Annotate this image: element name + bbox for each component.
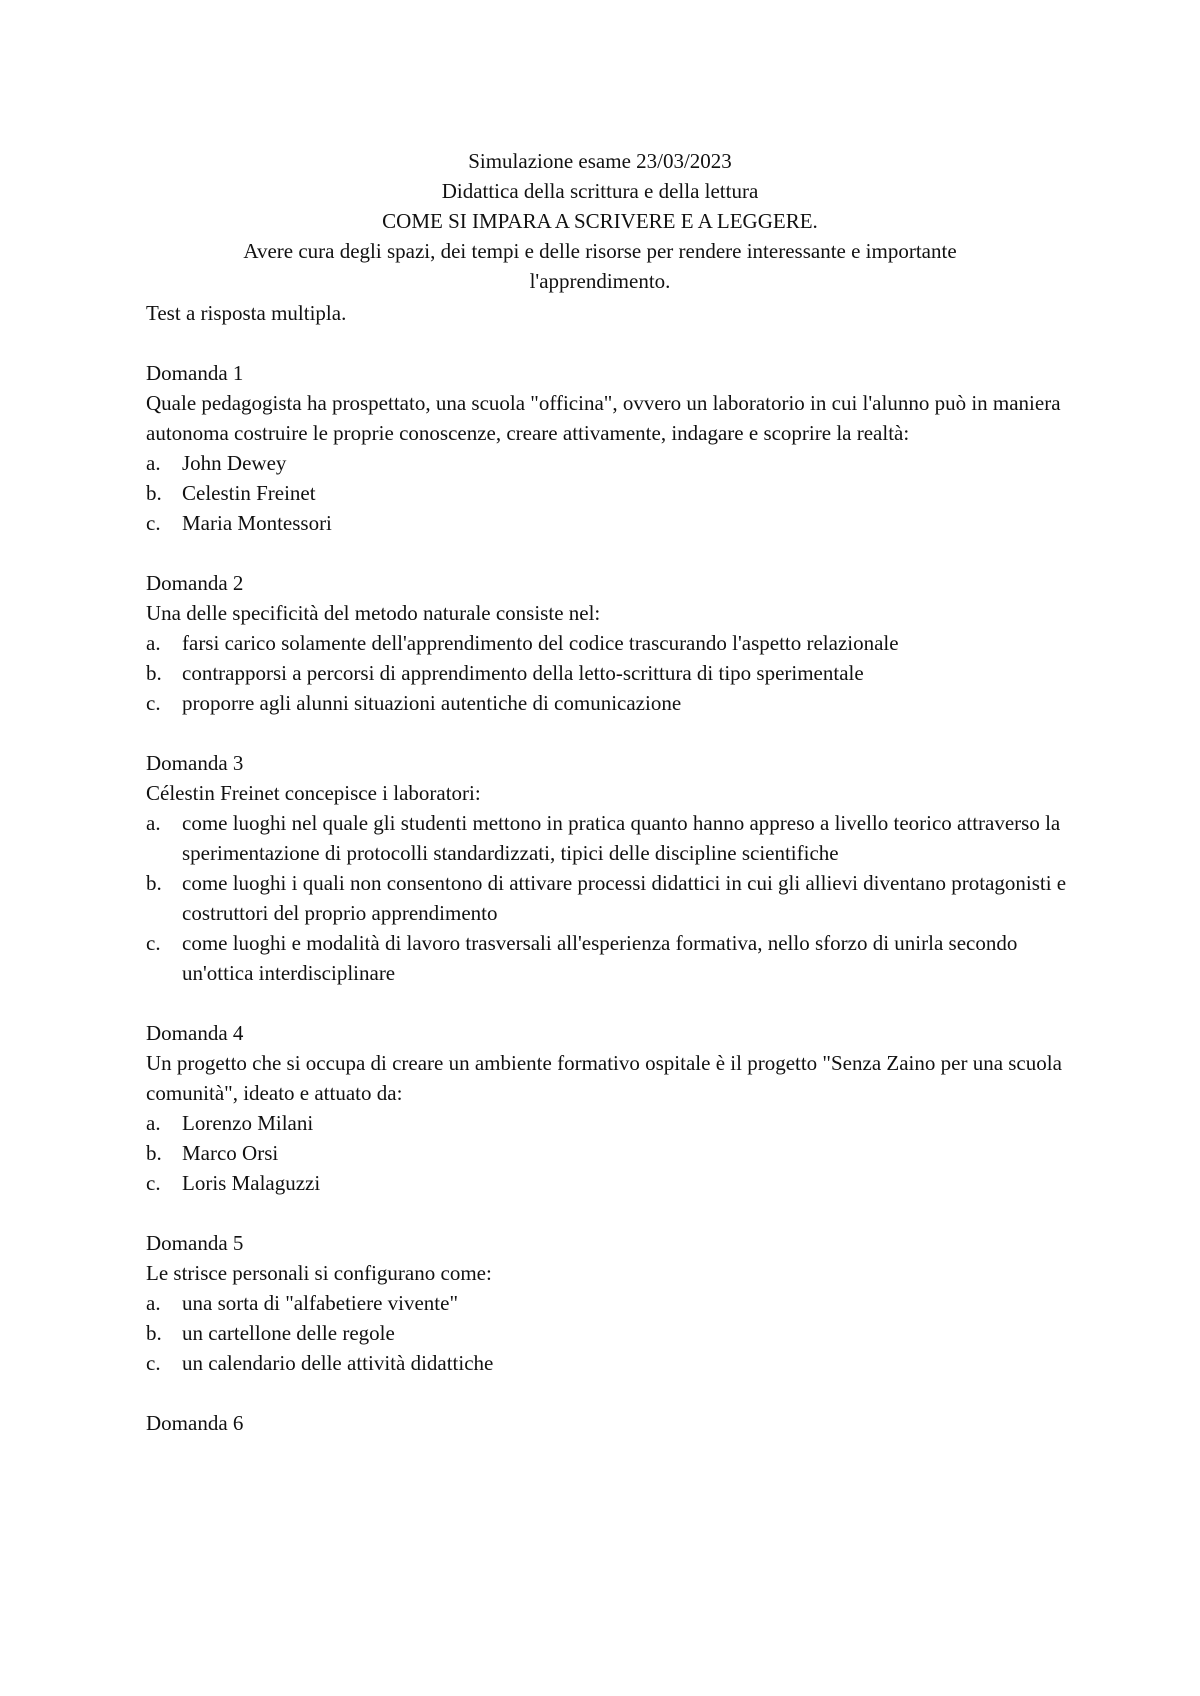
question-4 (146, 1018, 1076, 1198)
topic-title: COME SI IMPARA A SCRIVERE E A LEGGERE. (382, 209, 818, 233)
question-text: Una delle specificità del metodo naturale consiste nel: (146, 601, 601, 625)
option-letter: b. (146, 1141, 162, 1165)
option-text: Loris Malaguzzi (182, 1171, 321, 1195)
option-b (146, 1138, 1076, 1168)
option-a (146, 1108, 1076, 1138)
option-list (146, 1288, 1076, 1378)
exam-title: Simulazione esame 23/03/2023 (468, 149, 732, 173)
option-c (146, 508, 1076, 538)
option-text: farsi carico solamente dell'apprendimento del codice trascurando l'aspetto relazionale (182, 631, 899, 655)
option-c (146, 1168, 1076, 1198)
question-text: Célestin Freinet concepisce i laboratori: (146, 781, 481, 805)
option-text: come luoghi e modalità di lavoro trasversali all'esperienza formativa, nello sforzo di unirla secondo un'ottica interdisciplinare (182, 931, 1018, 985)
intro-text: Test a risposta multipla. (146, 301, 347, 325)
option-a (146, 448, 1076, 478)
option-list (146, 808, 1076, 988)
option-b (146, 478, 1076, 508)
option-b (146, 658, 1076, 688)
option-c (146, 928, 1076, 988)
option-text: Celestin Freinet (182, 481, 316, 505)
option-letter: b. (146, 1321, 162, 1345)
option-letter: a. (146, 631, 161, 655)
question-text: Quale pedagogista ha prospettato, una scuola "officina", ovvero un laboratorio in cui l'alunno può in maniera autonoma costruire le proprie conoscenze, creare attivamente, indagare e scoprire la realtà: (146, 391, 1061, 445)
question-3 (146, 748, 1076, 988)
subtitle-line-2: l'apprendimento. (529, 269, 671, 293)
document-header (160, 146, 1040, 296)
option-list (146, 1108, 1076, 1198)
option-text: proporre agli alunni situazioni autentiche di comunicazione (182, 691, 682, 715)
option-text: una sorta di "alfabetiere vivente" (182, 1291, 459, 1315)
option-list (146, 628, 1076, 718)
option-text: contrapporsi a percorsi di apprendimento della letto-scrittura di tipo sperimentale (182, 661, 864, 685)
question-title: Domanda 3 (146, 751, 244, 775)
option-text: Maria Montessori (182, 511, 332, 535)
question-title: Domanda 1 (146, 361, 244, 385)
option-text: come luoghi i quali non consentono di attivare processi didattici in cui gli allievi diventano protagonisti e costruttori del proprio apprendimento (182, 871, 1067, 925)
option-a (146, 808, 1076, 868)
question-text: Un progetto che si occupa di creare un ambiente formativo ospitale è il progetto "Senza Zaino per una scuola comunità", ideato e attuato da: (146, 1051, 1062, 1105)
option-text: John Dewey (182, 451, 287, 475)
option-letter: b. (146, 481, 162, 505)
option-c (146, 1348, 1076, 1378)
option-letter: c. (146, 691, 161, 715)
option-text: Marco Orsi (182, 1141, 279, 1165)
option-b (146, 868, 1076, 928)
question-5 (146, 1228, 1076, 1378)
subtitle-line-1: Avere cura degli spazi, dei tempi e delle risorse per rendere interessante e importante (243, 239, 957, 263)
question-1 (146, 358, 1076, 538)
option-b (146, 1318, 1076, 1348)
option-letter: c. (146, 1171, 161, 1195)
option-letter: a. (146, 1291, 161, 1315)
option-letter: a. (146, 1111, 161, 1135)
option-a (146, 628, 1076, 658)
option-letter: b. (146, 871, 162, 895)
course-title: Didattica della scrittura e della lettura (441, 179, 759, 203)
option-text: come luoghi nel quale gli studenti mettono in pratica quanto hanno appreso a livello teorico attraverso la sperimentazione di protocolli standardizzati, tipici delle discipline scientifiche (182, 811, 1061, 865)
question-2 (146, 568, 1076, 718)
option-letter: a. (146, 811, 161, 835)
option-a (146, 1288, 1076, 1318)
option-letter: c. (146, 1351, 161, 1375)
option-c (146, 688, 1076, 718)
option-text: un calendario delle attività didattiche (182, 1351, 494, 1375)
question-6-title: Domanda 6 (146, 1411, 244, 1435)
option-text: un cartellone delle regole (182, 1321, 395, 1345)
question-title: Domanda 4 (146, 1021, 244, 1045)
option-letter: a. (146, 451, 161, 475)
question-title: Domanda 2 (146, 571, 244, 595)
option-letter: c. (146, 931, 161, 955)
option-list (146, 448, 1076, 538)
option-letter: b. (146, 661, 162, 685)
option-letter: c. (146, 511, 161, 535)
question-text: Le strisce personali si configurano come: (146, 1261, 492, 1285)
question-title: Domanda 5 (146, 1231, 244, 1255)
document-body (146, 298, 1076, 1438)
option-text: Lorenzo Milani (182, 1111, 314, 1135)
